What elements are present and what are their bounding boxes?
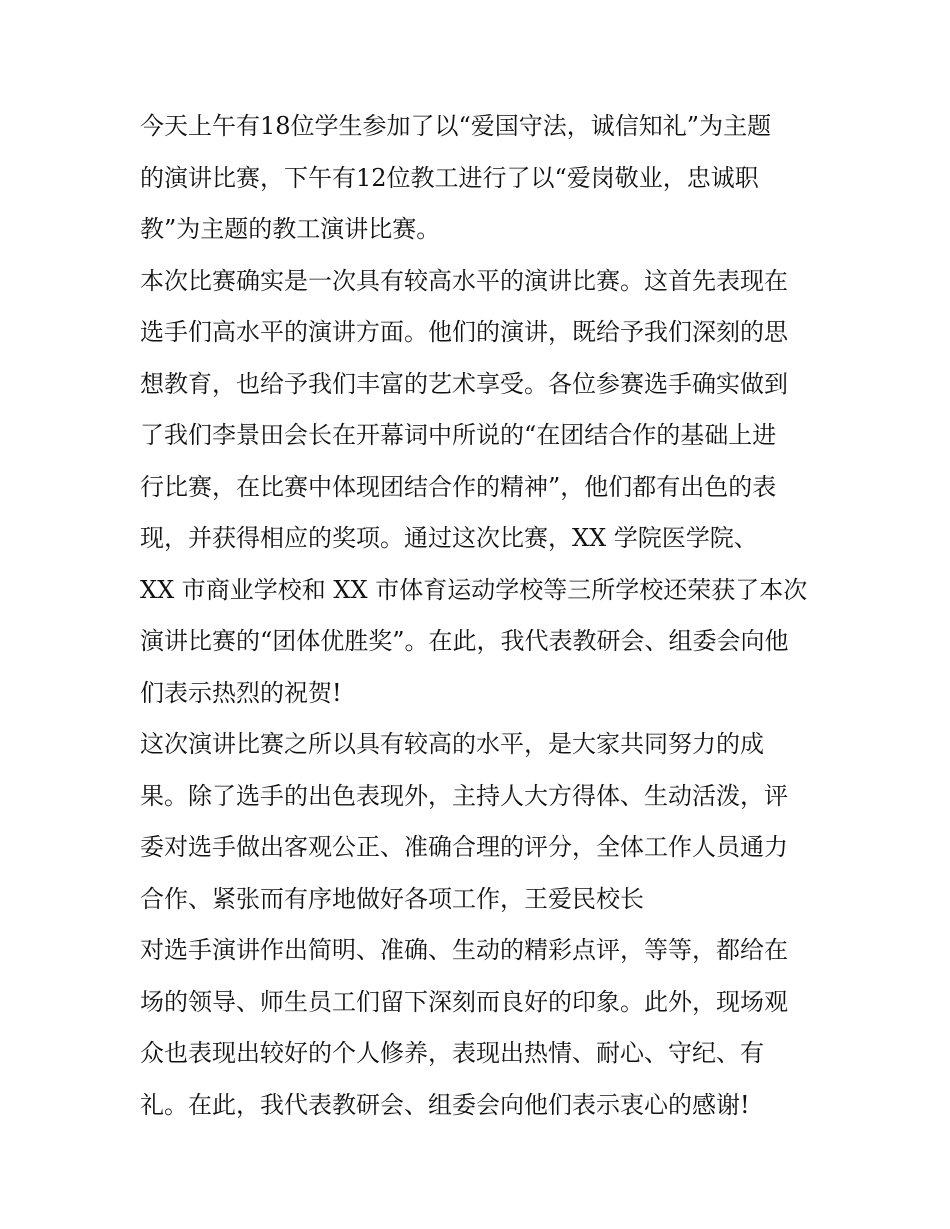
text-line: 今天上午有18位学生参加了以“爱国守法，诚信知礼”为主题 (140, 112, 772, 140)
text-line: 教”为主题的教工演讲比赛。 (140, 215, 441, 243)
text-line: 想教育，也给予我们丰富的艺术享受。各位参赛选手确实做到 (140, 369, 788, 398)
text-line: 的演讲比赛，下午有12位教工进行了以“爱岗敬业，忠诚职 (140, 163, 759, 192)
text-line: 众也表现出较好的个人修养，表现出热情、耐心、守纪、有 (140, 1039, 764, 1067)
text-line: XX 市商业学校和 XX 市体育运动学校等三所学校还荣获了本次 (140, 575, 808, 604)
text-line: 礼。在此，我代表教研会、组委会向他们表示衷心的感谢! (140, 1090, 750, 1119)
text-line: 合作、紧张而有序地做好各项工作，王爱民校长 (140, 884, 644, 913)
text-line: 选手们高水平的演讲方面。他们的演讲，既给予我们深刻的思 (140, 318, 788, 346)
text-line: 果。除了选手的出色表现外，主持人大方得体、生动活泼，评 (140, 781, 788, 810)
text-line: 这次演讲比赛之所以具有较高的水平，是大家共同努力的成 (140, 730, 764, 758)
text-line: 演讲比赛的“团体优胜奖”。在此，我代表教研会、组委会向他 (140, 627, 789, 655)
text-line: 们表示热烈的祝贺! (140, 678, 342, 707)
text-line: 场的领导、师生员工们留下深刻而良好的印象。此外，现场观 (140, 987, 788, 1016)
document-body (140, 101, 840, 1131)
text-line: 对选手演讲作出简明、准确、生动的精彩点评，等等，都给在 (140, 936, 788, 964)
text-line: 现，并获得相应的奖项。通过这次比赛，XX 学院医学院、 (140, 524, 758, 552)
text-line: 委对选手做出客观公正、准确合理的评分，全体工作人员通力 (140, 833, 788, 861)
text-line: 本次比赛确实是一次具有较高水平的演讲比赛。这首先表现在 (140, 266, 788, 295)
text-line: 了我们李景田会长在开幕词中所说的“在团结合作的基础上进 (140, 421, 777, 449)
text-line: 行比赛，在比赛中体现团结合作的精神”，他们都有出色的表 (140, 472, 777, 501)
